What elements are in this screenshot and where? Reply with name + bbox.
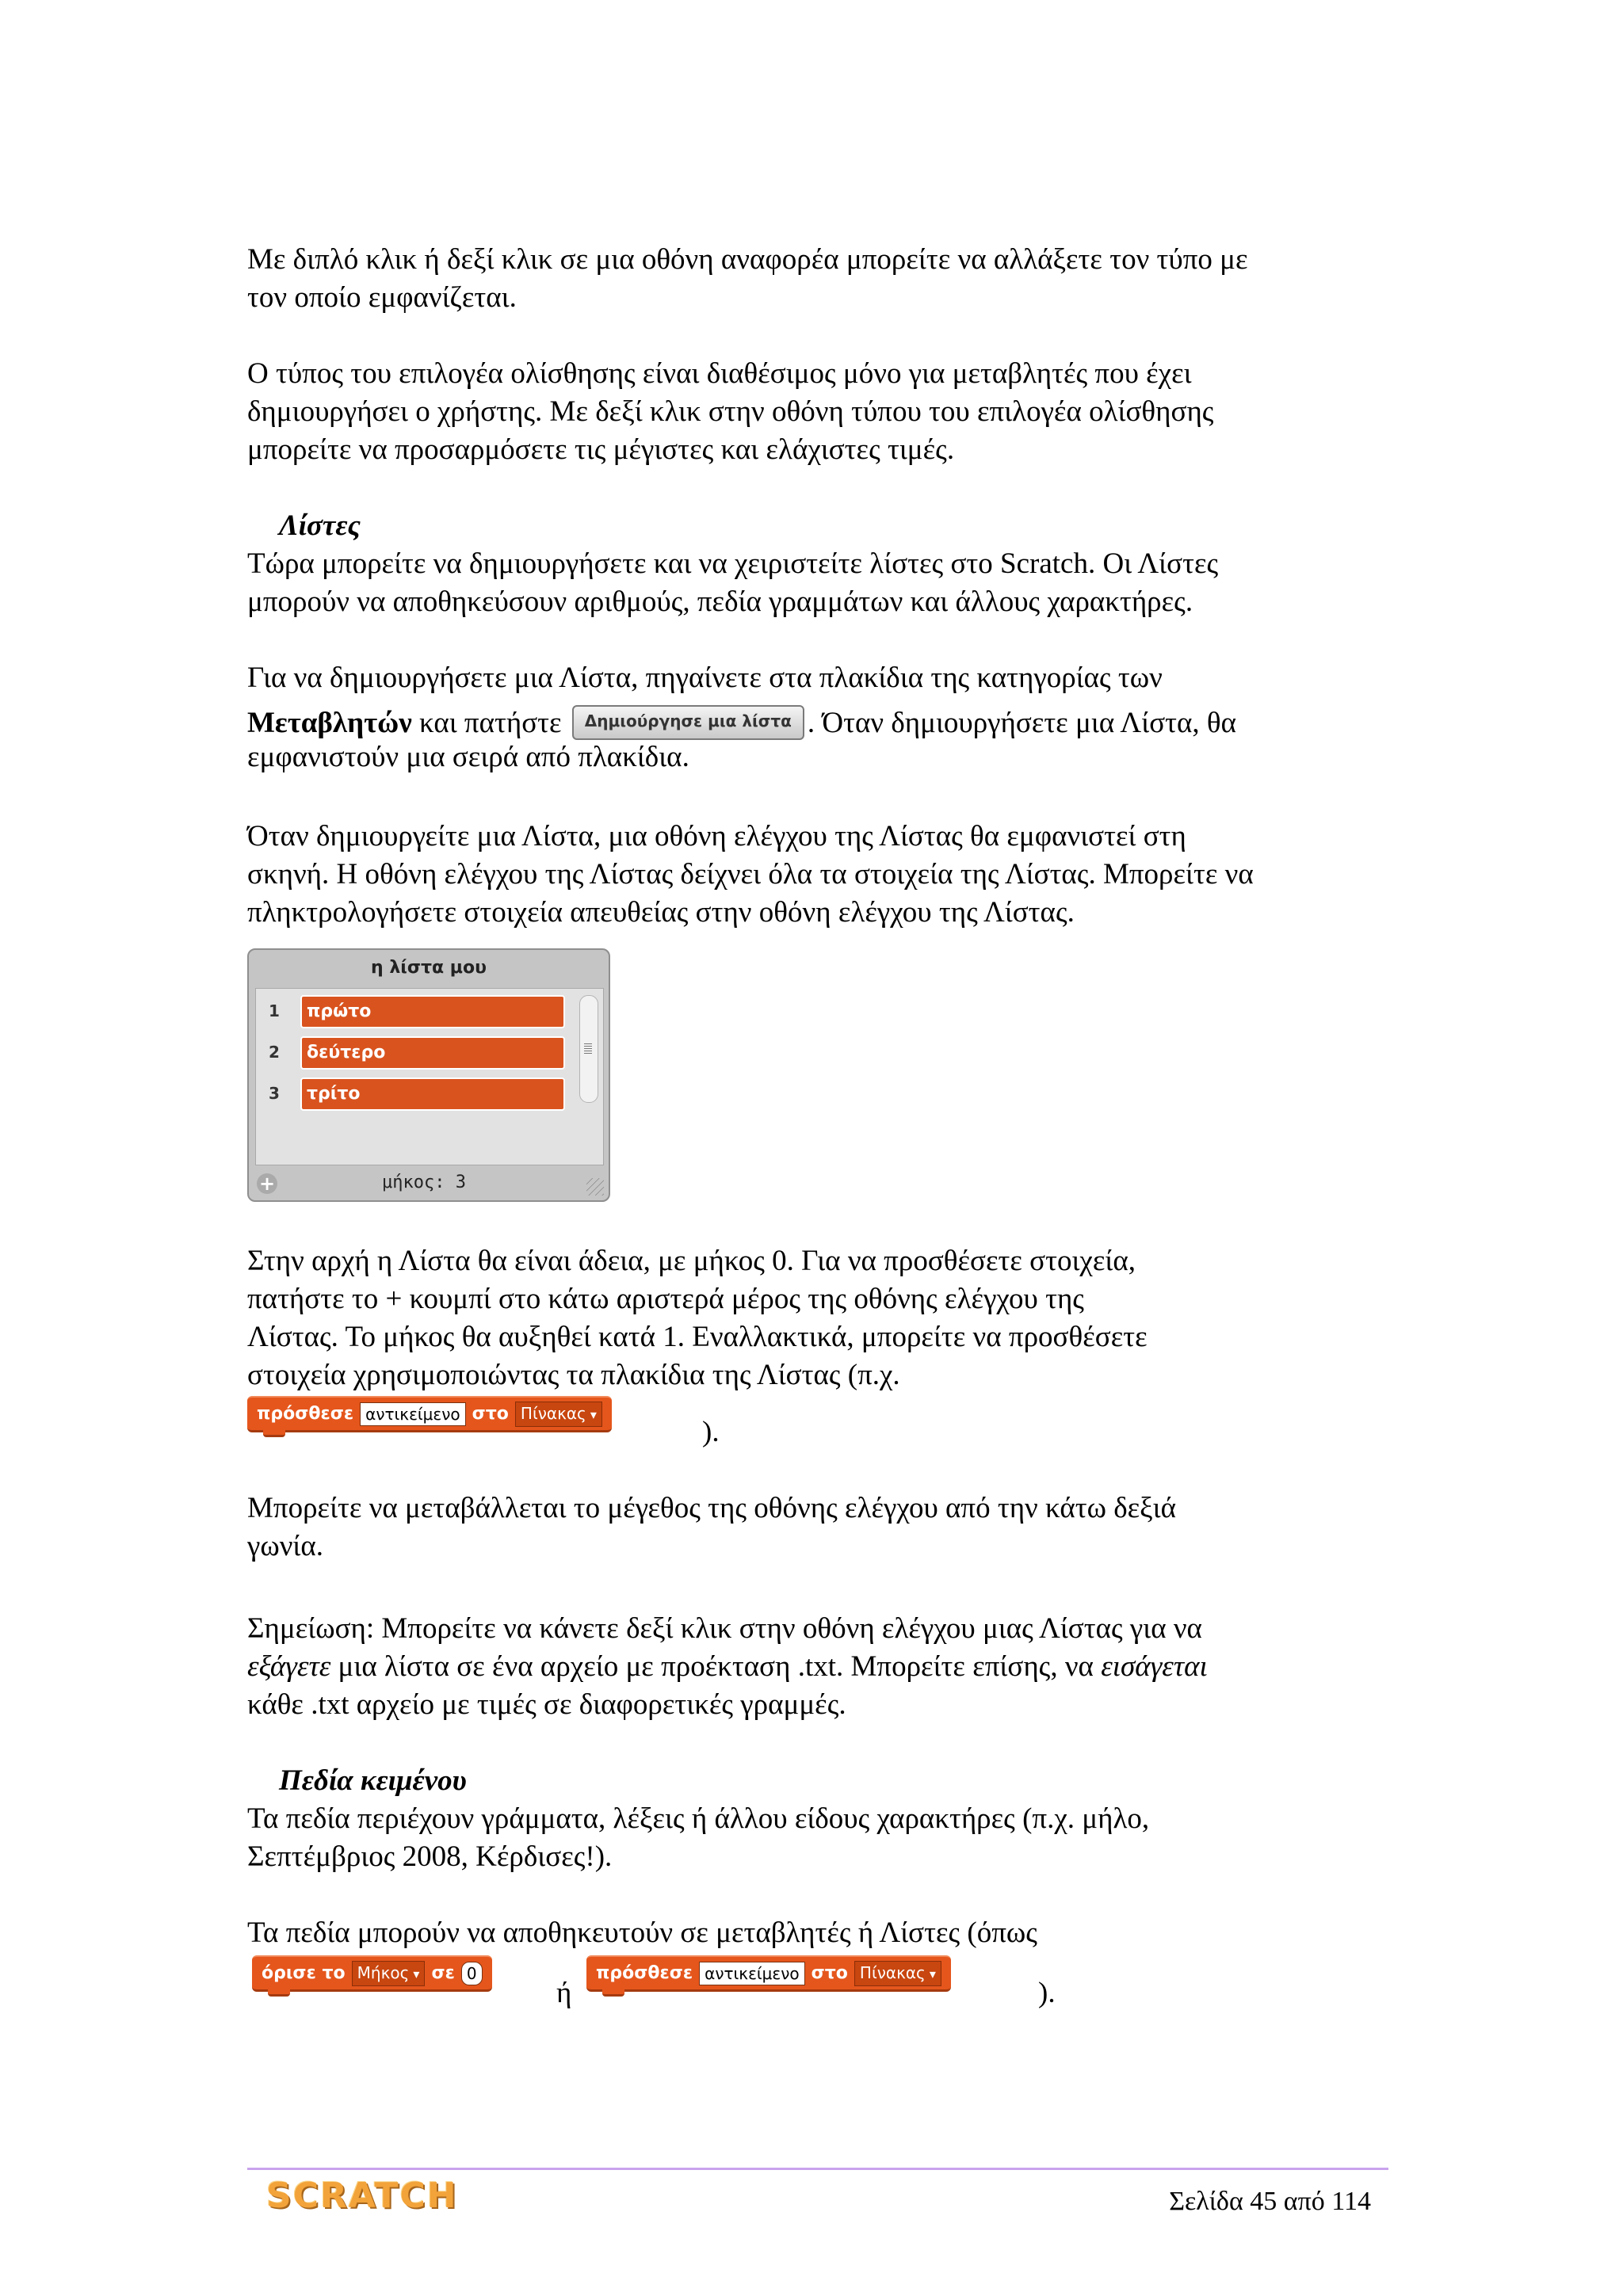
- make-list-button[interactable]: Δημιούργησε μια λίστα: [572, 705, 804, 740]
- paragraph-monitor-type: Με διπλό κλικ ή δεξί κλικ σε μια οθόνη αναφορέα μπορείτε να αλλάξετε τον τύπο με τον οποίο εμφανίζεται.: [247, 243, 1248, 314]
- page-number: Σελίδα 45 από 114: [1169, 2187, 1371, 2216]
- paragraph-note: Σημείωση: Μπορείτε να κάνετε δεξί κλικ στην οθόνη ελέγχου μιας Λίστας για να εξάγετε μια λίστα σε ένα αρχείο με προέκταση .txt. Μπορείτε επίσης, να εισάγεται κάθε .txt αρχείο με τιμές σε διαφορετικές γραμμές.: [247, 1612, 1208, 1721]
- paragraph-resize: Μπορείτε να μεταβάλλεται το μέγεθος της οθόνης ελέγχου από την κάτω δεξιά γωνία.: [247, 1492, 1177, 1562]
- list-length: μήκος: 3: [382, 1173, 466, 1192]
- value-slot[interactable]: 0: [461, 1962, 483, 1985]
- list-item: [256, 1033, 573, 1071]
- paragraph-close: ).: [702, 1416, 720, 1448]
- paragraph-list-empty: Στην αρχή η Λίστα θα είναι άδεια, με μήκος 0. Για να προσθέσετε στοιχεία, πατήστε το + κουμπί στο κάτω αριστερά μέρος της οθόνης ελέγχου της Λίστας. Το μήκος θα αυξηθεί κατά 1. Εναλλακτικά, μπορείτε να προσθέσετε στοιχεία χρησιμοποιώντας τα πλακίδια της Λίστας (π.χ.: [247, 1245, 1148, 1391]
- list-monitor[interactable]: [247, 948, 610, 1202]
- list-monitor-items: [255, 988, 604, 1165]
- list-item-index: 2: [269, 1043, 280, 1062]
- list-dropdown[interactable]: Πίνακας ▾: [515, 1402, 602, 1427]
- paragraph-list-monitor: Όταν δημιουργείτε μια Λίστα, μια οθόνη ελέγχου της Λίστας θα εμφανιστεί στη σκηνή. Η οθόνη ελέγχου της Λίστας δείχνει όλα τα στοιχεία της Λίστας. Μπορείτε να πληκτρολογήσετε στοιχεία απευθείας στην οθόνη ελέγχου της Λίστας.: [247, 820, 1254, 929]
- list-item: [256, 1074, 573, 1112]
- add-to-list-block-2[interactable]: πρόσθεσε αντικείμενο στο Πίνακας ▾: [586, 1955, 951, 1992]
- heading-text-fields: Πεδία κειμένου: [279, 1764, 467, 1797]
- paragraph-lists-intro: Τώρα μπορείτε να δημιουργήσετε και να χειριστείτε λίστες στο Scratch. Οι Λίστες μπορούν να αποθηκεύσουν αριθμούς, πεδία γραμμάτων και άλλους χαρακτήρες.: [247, 547, 1219, 618]
- paragraph-close-2: ).: [1038, 1977, 1056, 2009]
- list-item-value[interactable]: δεύτερο: [300, 1036, 565, 1070]
- list-item-index: 1: [269, 1001, 280, 1020]
- list-item-value[interactable]: πρώτο: [300, 995, 565, 1028]
- footer-rule: [247, 2168, 1388, 2170]
- list-item-index: 3: [269, 1084, 280, 1103]
- variable-dropdown[interactable]: Μήκος ▾: [352, 1961, 426, 1986]
- paragraph-store-fields: Τα πεδία μπορούν να αποθηκευτούν σε μεταβλητές ή Λίστες (όπως: [247, 1917, 1037, 1949]
- list-monitor-title: η λίστα μου: [371, 958, 487, 978]
- set-variable-block[interactable]: όρισε το Μήκος ▾ σε 0: [252, 1955, 492, 1992]
- bold-variables: Μεταβλητών: [247, 707, 412, 739]
- item-slot[interactable]: αντικείμενο: [360, 1402, 465, 1426]
- item-slot[interactable]: αντικείμενο: [699, 1962, 804, 1985]
- paragraph-text-fields: Τα πεδία περιέχουν γράμματα, λέξεις ή άλλου είδους χαρακτήρες (π.χ. μήλο, Σεπτέμβριος 2008, Κέρδισες!).: [247, 1802, 1150, 1873]
- list-scrollbar[interactable]: [579, 995, 598, 1103]
- list-dropdown[interactable]: Πίνακας ▾: [854, 1961, 941, 1986]
- scrollbar-grip-icon: [584, 1043, 592, 1055]
- scratch-logo: SCRATCH: [266, 2176, 458, 2216]
- paragraph-create-list: Για να δημιουργήσετε μια Λίστα, πηγαίνετε στα πλακίδια της κατηγορίας των Μεταβλητών και πατήστε Δημιούργησε μια λίστα . Όταν δημιουργήσετε μια Λίστα, θα εμφανιστούν μια σειρά από πλακίδια.: [247, 662, 1236, 773]
- add-to-list-block[interactable]: πρόσθεσε αντικείμενο στο Πίνακας ▾: [247, 1396, 612, 1432]
- add-item-button[interactable]: +: [257, 1173, 277, 1194]
- or-text: ή: [556, 1977, 572, 2009]
- resize-handle-icon[interactable]: [586, 1178, 604, 1196]
- paragraph-slider: Ο τύπος του επιλογέα ολίσθησης είναι διαθέσιμος μόνο για μεταβλητές που έχει δημιουργήσει ο χρήστης. Με δεξί κλικ στην οθόνη τύπου του επιλογέα ολίσθησης μπορείτε να προσαρμόσετε τις μέγιστες και ελάχιστες τιμές.: [247, 357, 1214, 466]
- list-item-value[interactable]: τρίτο: [300, 1077, 565, 1111]
- heading-lists: Λίστες: [279, 509, 361, 542]
- list-item: [256, 992, 573, 1030]
